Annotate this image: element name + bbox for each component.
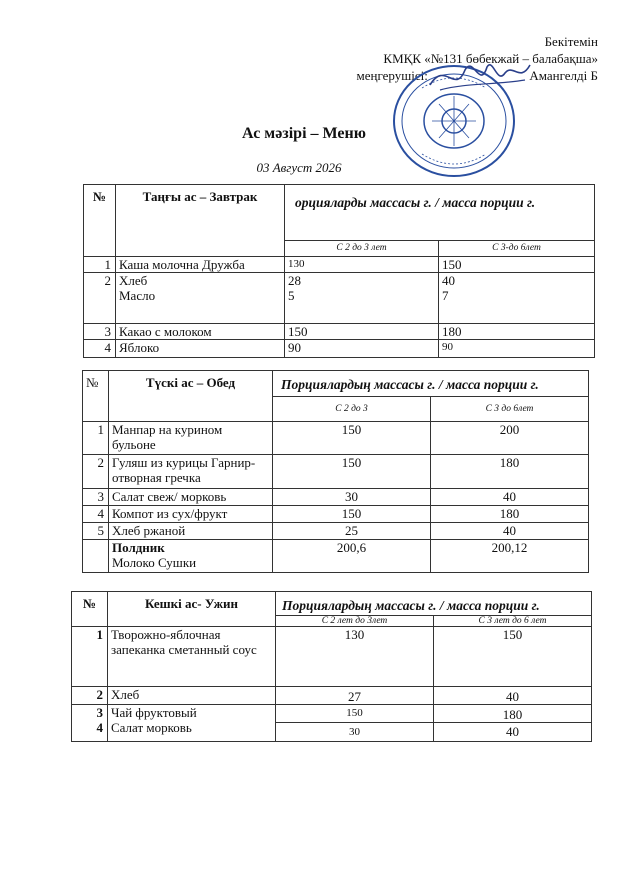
- portion-large: [439, 273, 595, 324]
- portion-line: 30: [349, 726, 360, 738]
- portion-large: 180: [439, 324, 595, 340]
- portion-line: 5: [288, 288, 295, 303]
- portion-large: 40: [431, 489, 589, 506]
- menu-date: 03 Август 2026: [256, 160, 342, 175]
- portion-large: 150: [439, 257, 595, 273]
- dish-name: Компот из сух/фрукт: [109, 506, 273, 523]
- portion-large: 200: [431, 422, 589, 455]
- row-number: 4: [83, 506, 109, 523]
- dish-name: Какао с молоком: [116, 324, 285, 340]
- portion-header: орцияларды масcасы г. / масса порции г.: [285, 185, 595, 241]
- portion-header: Порциялардың массасы г. / масса порции г.: [276, 592, 592, 616]
- age-col-1: С 2 лет до 3лет: [276, 616, 434, 627]
- age-col-2: С 3 лет до 6 лет: [434, 616, 592, 627]
- meal-header-lunch: Түскі ас – Обед: [109, 371, 273, 422]
- portion-small: 27: [276, 687, 434, 705]
- organization-name: КМҚК «№131 бөбекжай – балабақша»: [383, 51, 598, 66]
- meal-header-breakfast: Таңғы ас – Завтрак: [116, 185, 285, 257]
- portion-small: 30: [273, 489, 431, 506]
- row-number: 1: [83, 422, 109, 455]
- dish-name: Творожно-яблочная запеканка сметанный соус: [108, 627, 276, 687]
- portion-small: 130: [276, 627, 434, 687]
- dish-name: Каша молочна Дружба: [116, 257, 285, 273]
- row-number: 2: [83, 455, 109, 489]
- dish-line: Чай фруктовый: [111, 705, 197, 720]
- row-number: 4: [84, 340, 116, 358]
- meal-header-dinner: Кешкі ас- Ужин: [108, 592, 276, 627]
- portion-small: 200,6: [273, 540, 431, 573]
- portion-small: 150: [285, 324, 439, 340]
- portion-small: [285, 273, 439, 324]
- dish-name: [108, 705, 276, 742]
- portion-small: 150: [273, 506, 431, 523]
- portion-line: 180: [434, 705, 591, 723]
- portion-large: 90: [439, 340, 595, 358]
- head-label: меңгерушісі:: [356, 68, 428, 83]
- portion-line: 150: [276, 705, 433, 723]
- age-col-2: С 3-до 6лет: [439, 241, 595, 257]
- portion-small: 150: [273, 422, 431, 455]
- row-number: 1: [84, 257, 116, 273]
- portion-line: 40: [506, 724, 519, 739]
- portion-large: 180: [431, 455, 589, 489]
- dish-name: Яблоко: [116, 340, 285, 358]
- signature-icon: [425, 55, 535, 100]
- portion-line: 40: [442, 273, 455, 288]
- head-name: Амангелді Б: [529, 68, 598, 83]
- row-number: 3: [83, 489, 109, 506]
- approval-label: Бекітемін: [544, 34, 598, 49]
- dish-name: Хлеб: [108, 687, 276, 705]
- dish-name: Хлеб ржаной: [109, 523, 273, 540]
- row-number: [83, 540, 109, 573]
- row-number: 5: [83, 523, 109, 540]
- dish-name: [116, 273, 285, 324]
- portion-large: 40: [431, 523, 589, 540]
- snack-cell: [109, 540, 273, 573]
- row-number: 2: [72, 687, 108, 705]
- number-header: №: [72, 592, 108, 627]
- lunch-table: [82, 370, 589, 573]
- portion-large: 150: [434, 627, 592, 687]
- portion-large: [434, 705, 592, 742]
- row-number: 2: [84, 273, 116, 324]
- dish-name: Гуляш из курицы Гарнир-отворная гречка: [109, 455, 273, 489]
- row-number: 1: [72, 627, 108, 687]
- portion-large: 200,12: [431, 540, 589, 573]
- number-header: №: [84, 185, 116, 257]
- portion-small: 25: [273, 523, 431, 540]
- portion-large: 40: [434, 687, 592, 705]
- portion-line: 28: [288, 273, 301, 288]
- row-number: [72, 705, 108, 742]
- breakfast-table: [83, 184, 595, 358]
- row-number-line: 3: [96, 705, 103, 720]
- page-title: Ас мәзірі – Меню: [242, 125, 366, 142]
- dish-name: Манпар на курином бульоне: [109, 422, 273, 455]
- portion-small: [276, 705, 434, 742]
- portion-large: 180: [431, 506, 589, 523]
- dish-line: Салат морковь: [111, 720, 192, 735]
- portion-header: Порциялардың массасы г. / масса порции г.: [273, 371, 589, 397]
- dish-line: Масло: [119, 288, 156, 303]
- dish-name: Салат свеж/ морковь: [109, 489, 273, 506]
- dinner-table: [71, 591, 592, 742]
- number-header: №: [83, 371, 109, 422]
- age-col-1: С 2 до 3 лет: [285, 241, 439, 257]
- age-col-1: С 2 до 3: [273, 397, 431, 422]
- row-number-line: 4: [96, 720, 103, 735]
- dish-name: Молоко Сушки: [112, 555, 197, 570]
- portion-small: 130: [285, 257, 439, 273]
- snack-title: Полдник: [112, 540, 165, 555]
- age-col-2: С 3 до 6лет: [431, 397, 589, 422]
- portion-small: 150: [273, 455, 431, 489]
- dish-line: Хлеб: [119, 273, 148, 288]
- portion-line: 7: [442, 288, 449, 303]
- portion-small: 90: [285, 340, 439, 358]
- row-number: 3: [84, 324, 116, 340]
